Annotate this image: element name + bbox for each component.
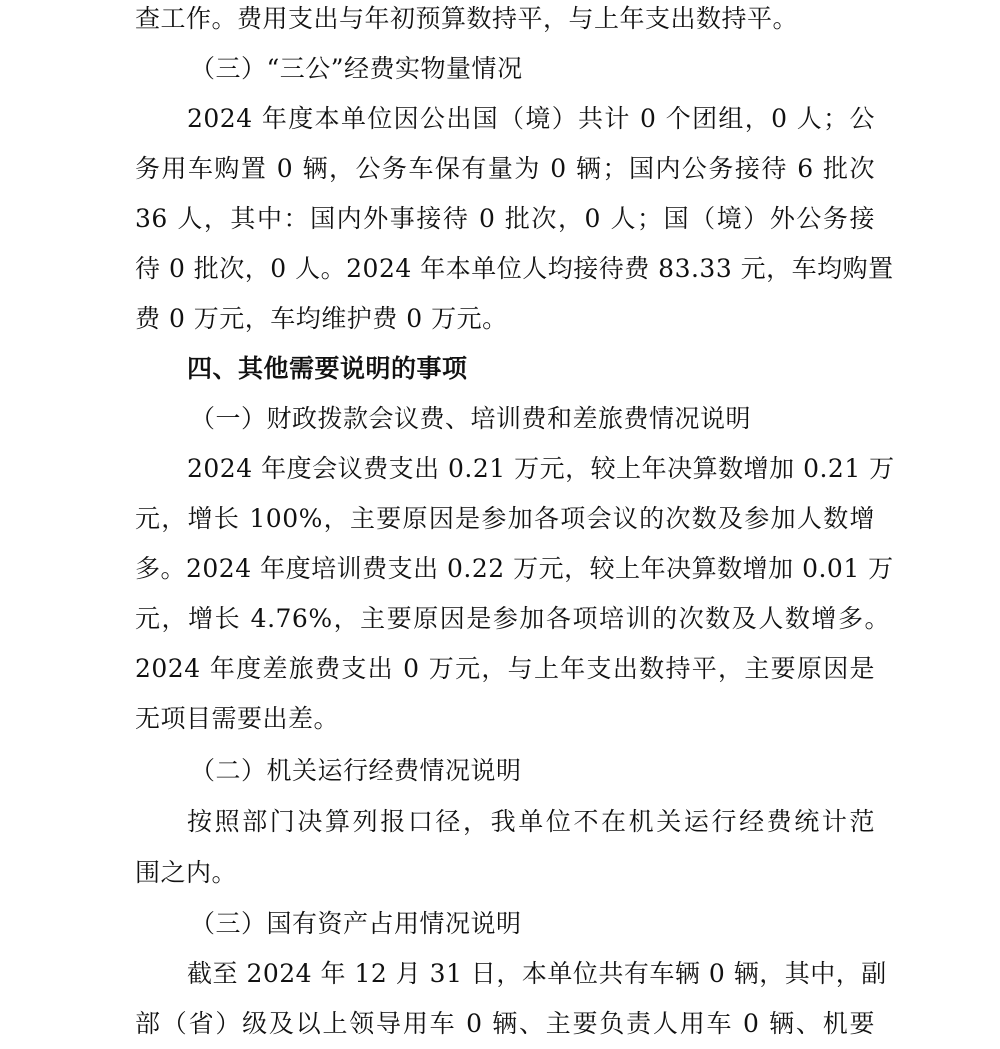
text-line: 多。2024 年度培训费支出 0.22 万元，较上年决算数增加 0.01 万: [135, 554, 894, 583]
text-line: 无项目需要出差。: [135, 704, 340, 733]
text-line: 元，增长 100%，主要原因是参加各项会议的次数及参加人数增: [135, 504, 875, 533]
text-line: 元，增长 4.76%，主要原因是参加各项培训的次数及人数增多。: [135, 604, 890, 633]
text-line: 待 0 批次，0 人。2024 年本单位人均接待费 83.33 元，车均购置: [135, 254, 894, 283]
section-heading: 四、其他需要说明的事项: [187, 354, 468, 383]
text-line: 36 人，其中：国内外事接待 0 批次，0 人；国（境）外公务接: [135, 204, 875, 233]
text-line: 2024 年度本单位因公出国（境）共计 0 个团组，0 人；公: [187, 104, 875, 133]
text-line: 按照部门决算列报口径，我单位不在机关运行经费统计范: [187, 807, 875, 836]
text-line: 2024 年度差旅费支出 0 万元，与上年支出数持平，主要原因是: [135, 654, 875, 683]
text-line: 查工作。费用支出与年初预算数持平，与上年支出数持平。: [135, 4, 799, 33]
text-line: 部（省）级及以上领导用车 0 辆、主要负责人用车 0 辆、机要: [135, 1009, 875, 1038]
text-line: 务用车购置 0 辆，公务车保有量为 0 辆；国内公务接待 6 批次: [135, 154, 875, 183]
text-line: 费 0 万元，车均维护费 0 万元。: [135, 304, 508, 333]
text-line: 围之内。: [135, 858, 238, 887]
subheading: （一）财政拨款会议费、培训费和差旅费情况说明: [190, 404, 752, 433]
text-line: 2024 年度会议费支出 0.21 万元，较上年决算数增加 0.21 万: [187, 454, 895, 483]
subheading: （三）“三公”经费实物量情况: [190, 54, 523, 83]
subheading: （三）国有资产占用情况说明: [190, 909, 522, 938]
subheading: （二）机关运行经费情况说明: [190, 756, 522, 785]
text-line: 截至 2024 年 12 月 31 日，本单位共有车辆 0 辆，其中，副: [187, 959, 887, 988]
